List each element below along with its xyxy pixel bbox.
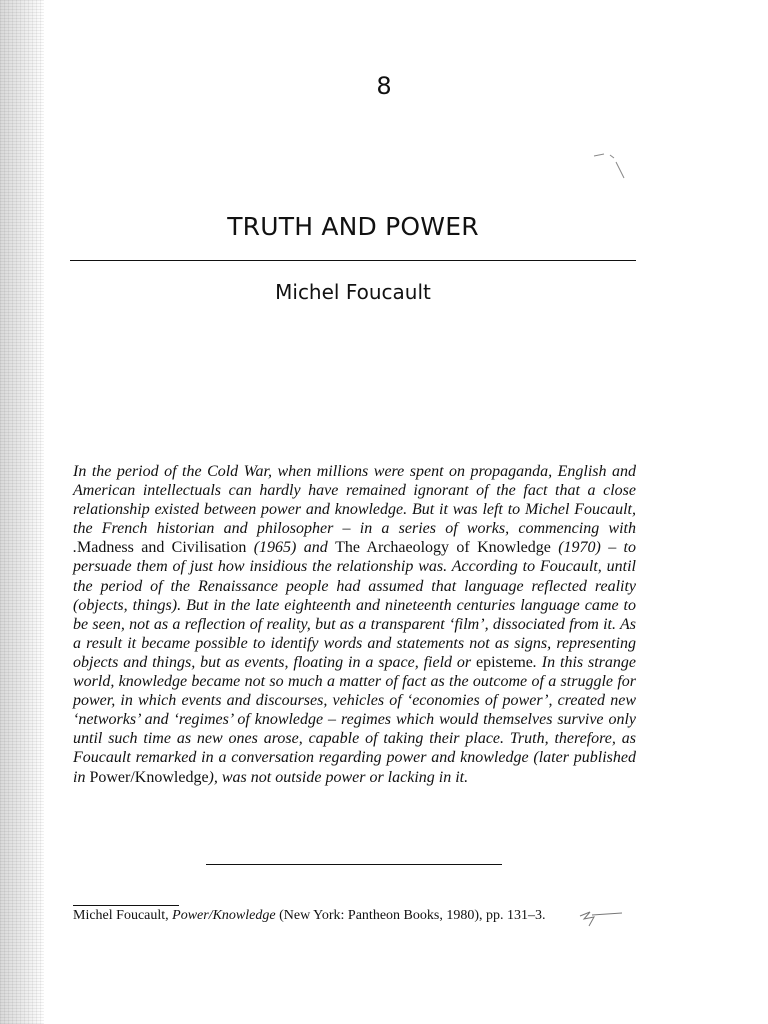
book-title-power-knowledge: Power/Knowledge	[89, 768, 209, 786]
term-episteme: episteme	[476, 653, 533, 671]
scanned-page-edge	[0, 0, 44, 1024]
intro-text-1: In the period of the Cold War, when millions were spent on propaganda, English and American intellectuals can hardly have remained ignorant of the fact that a close relationship existed between power and knowledge. But it was left to Michel Foucault, the French historian and philosopher – in a series of works, commencing with .	[73, 463, 636, 557]
intro-text-2: (1965) and	[246, 539, 336, 557]
footnote-publication: (New York: Pantheon Books, 1980), pp. 131–3.	[275, 908, 546, 923]
chapter-author: Michel Foucault	[275, 280, 431, 304]
chapter-number: 8	[376, 72, 392, 100]
intro-text-3: (1970) – to persuade them of just how insidious the relationship was. According to Foucault, until the period of the Renaissance people had assumed that language reflected reality (objects, things). But in the late eighteenth and nineteenth centuries language came to be seen, not as a reflection of reality, but as a transparent ‘film’, dissociated from it. As a result it became possible to identify words and statements not as signs, representing objects and things, but as events, floating in a space, field or	[73, 539, 636, 671]
footnote-book-title: Power/Knowledge	[172, 908, 276, 923]
section-divider	[206, 864, 502, 865]
book-title-archaeology: The Archaeology of Knowledge	[335, 539, 551, 557]
handwritten-scribble-mark	[578, 906, 624, 932]
editorial-introduction	[73, 462, 636, 787]
intro-text-4: . In this strange world, knowledge became not so much a matter of fact as the outcome of a struggle for power, in which events and discourses, vehicles of ‘economies of power’, created new ‘networks’ and ‘regimes’ of knowledge – regimes which would themselves survive only until such time as new ones arose, capable of taking their place. Truth, therefore, as Foucault remarked in a conversation regarding power and knowledge (later published in	[73, 653, 637, 786]
footnote-author: Michel Foucault,	[73, 908, 173, 923]
book-title-madness: Madness and Civilisation	[77, 539, 247, 557]
intro-text-5: ), was not outside power or lacking in it.	[208, 768, 469, 786]
title-rule	[70, 260, 636, 261]
footnote-rule	[73, 905, 179, 906]
stray-pencil-mark	[590, 150, 630, 184]
chapter-title: TRUTH AND POWER	[227, 212, 479, 241]
